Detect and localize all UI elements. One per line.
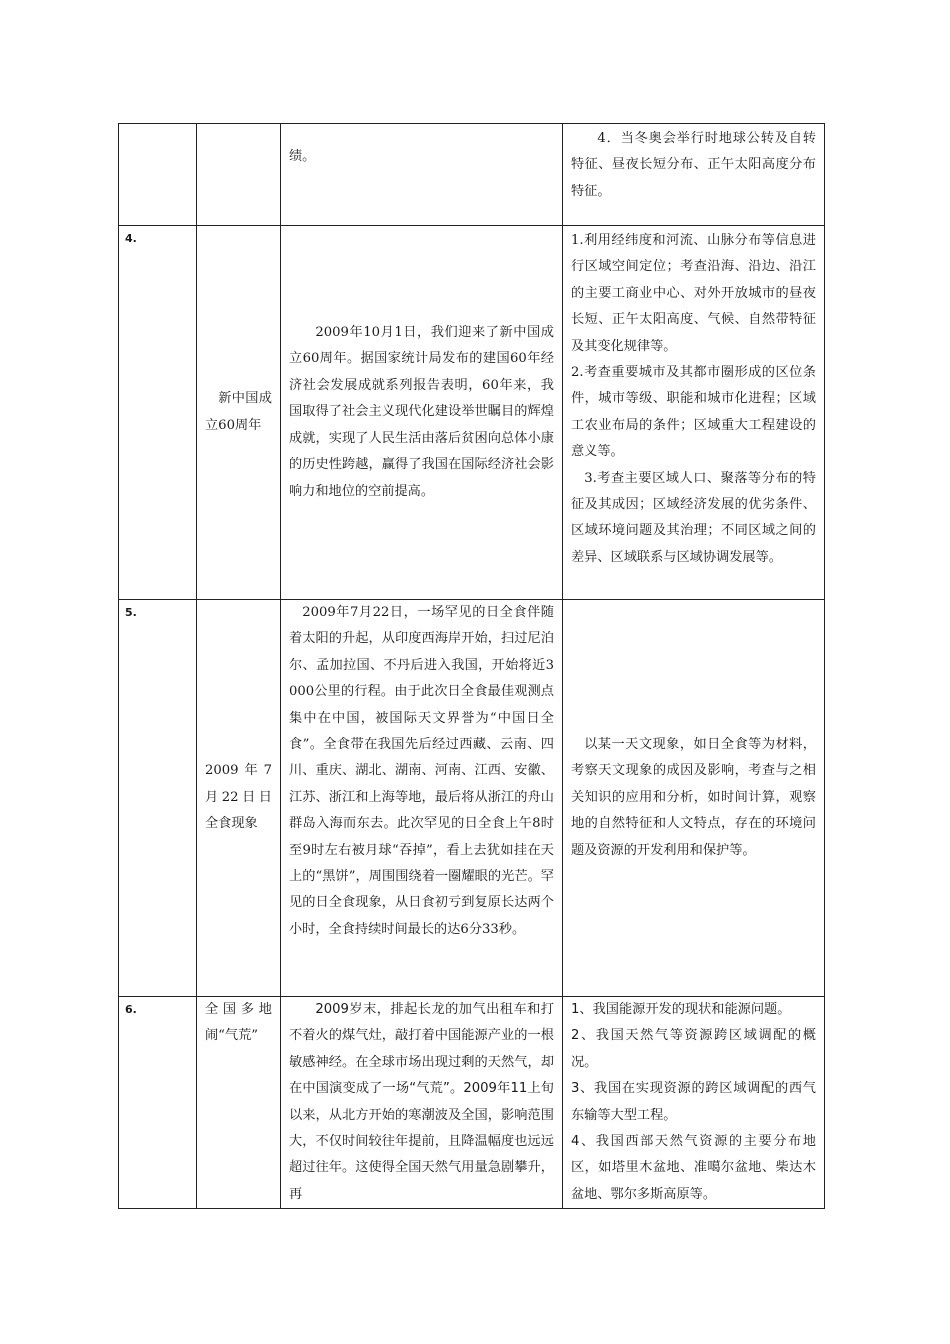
point-text: 3、我国在实现资源的跨区域调配的西气东输等大型工程。 xyxy=(571,1081,816,1123)
point-text: 2、我国天然气等资源跨区域调配的概况。 xyxy=(571,1028,816,1070)
row-number: 6. xyxy=(125,1003,137,1016)
table-row xyxy=(119,600,825,997)
point-text: 4．当冬奥会举行时地球公转及自转特征、昼夜长短分布、正午太阳高度分布特征。 xyxy=(571,131,816,199)
row-number-cell xyxy=(119,124,197,226)
point-text: 4、我国西部天然气资源的主要分布地区，如塔里木盆地、准噶尔盆地、柴达木盆地、鄂尔多斯高原等。 xyxy=(571,1134,816,1202)
material-cell xyxy=(281,124,563,226)
table-row xyxy=(119,124,825,226)
topic-cell xyxy=(197,600,281,997)
material-cell xyxy=(281,997,563,1209)
material-cell xyxy=(281,600,563,997)
topic-text: 新中国成立60周年 xyxy=(205,391,272,433)
point-text: 以某一天文现象，如日全食等为材料，考察天文现象的成因及影响，考查与之相关知识的应用和分析，如时间计算，观察地的自然特征和人文特点，存在的环境问题及资源的开发利用和保护等。 xyxy=(571,736,816,858)
topic-cell xyxy=(197,226,281,600)
topic-cell xyxy=(197,124,281,226)
material-text: 绩。 xyxy=(289,149,316,164)
topic-text: 全国多地闹“气荒” xyxy=(205,1002,272,1044)
points-cell xyxy=(563,124,825,226)
material-text: 2009年7月22日，一场罕见的日全食伴随着太阳的升起，从印度西海岸开始，扫过尼泊尔、孟加拉国、不丹后进入我国，开始将近3 000公里的行程。由于此次日全食最佳观测点集中在中国，被国际天文界誉为“中国日全食”。全食带在我国先后经过西藏、云南、四川、重庆、湖北、湖南、河南、江西、安徽、江苏、浙江和上海等地，最后将从浙江的舟山群岛入海而东去。此次罕见的日全食上午8时至9时左右被月球“吞掉”，看上去犹如挂在天上的“黑饼”，周围围绕着一圈耀眼的光芒。罕见的日全食现象，从日食初亏到复原长达两个小时，全食持续时间最长的达6分33秒。 xyxy=(289,605,554,937)
row-number-cell xyxy=(119,997,197,1209)
point-text: 1、我国能源开发的现状和能源问题。 xyxy=(571,1002,791,1017)
table-row xyxy=(119,226,825,600)
row-number: 5. xyxy=(125,606,137,619)
point-text: 3.考查主要区域人口、聚落等分布的特征及其成因；区域经济发展的优劣条件、区域环境问题及其治理；不同区域之间的差异、区域联系与区域协调发展等。 xyxy=(571,470,816,565)
table-row xyxy=(119,997,825,1209)
row-number xyxy=(119,124,196,130)
points-cell xyxy=(563,997,825,1209)
material-text: 2009岁末，排起长龙的加气出租车和打不着火的煤气灶，敲打着中国能源产业的一根敏感神经。在全球市场出现过剩的天然气，却在中国演变成了一场“气荒”。2009年11上旬以来，从北方开始的寒潮波及全国，影响范围大，不仅时间较往年提前，且降温幅度也远远超过往年。这使得全国天然气用量急剧攀升，再 xyxy=(289,1002,554,1202)
point-text: 1.利用经纬度和河流、山脉分布等信息进行区域空间定位；考查沿海、沿边、沿江的主要工商业中心、对外开放城市的昼夜长短、正午太阳高度、气候、自然带特征及其变化规律等。 xyxy=(571,233,816,354)
topic-text: 2009年7月22日日全食现象 xyxy=(205,763,272,832)
topic-table xyxy=(118,123,825,1209)
row-number-cell xyxy=(119,226,197,600)
material-cell xyxy=(281,226,563,600)
row-number: 4. xyxy=(125,232,137,245)
points-cell xyxy=(563,226,825,600)
material-text: 2009年10月1日，我们迎来了新中国成立60周年。据国家统计局发布的建国60年经济社会发展成就系列报告表明，60年来，我国取得了社会主义现代化建设举世瞩目的辉煌成就，实现了人民生活由落后贫困向总体小康的历史性跨越，赢得了我国在国际经济社会影响力和地位的空前提高。 xyxy=(289,325,554,499)
point-text: 2.考查重要城市及其都市圈形成的区位条件，城市等级、职能和城市化进程；区域工农业布局的条件；区域重大工程建设的意义等。 xyxy=(571,365,816,460)
row-number-cell xyxy=(119,600,197,997)
points-cell xyxy=(563,600,825,997)
topic-cell xyxy=(197,997,281,1209)
